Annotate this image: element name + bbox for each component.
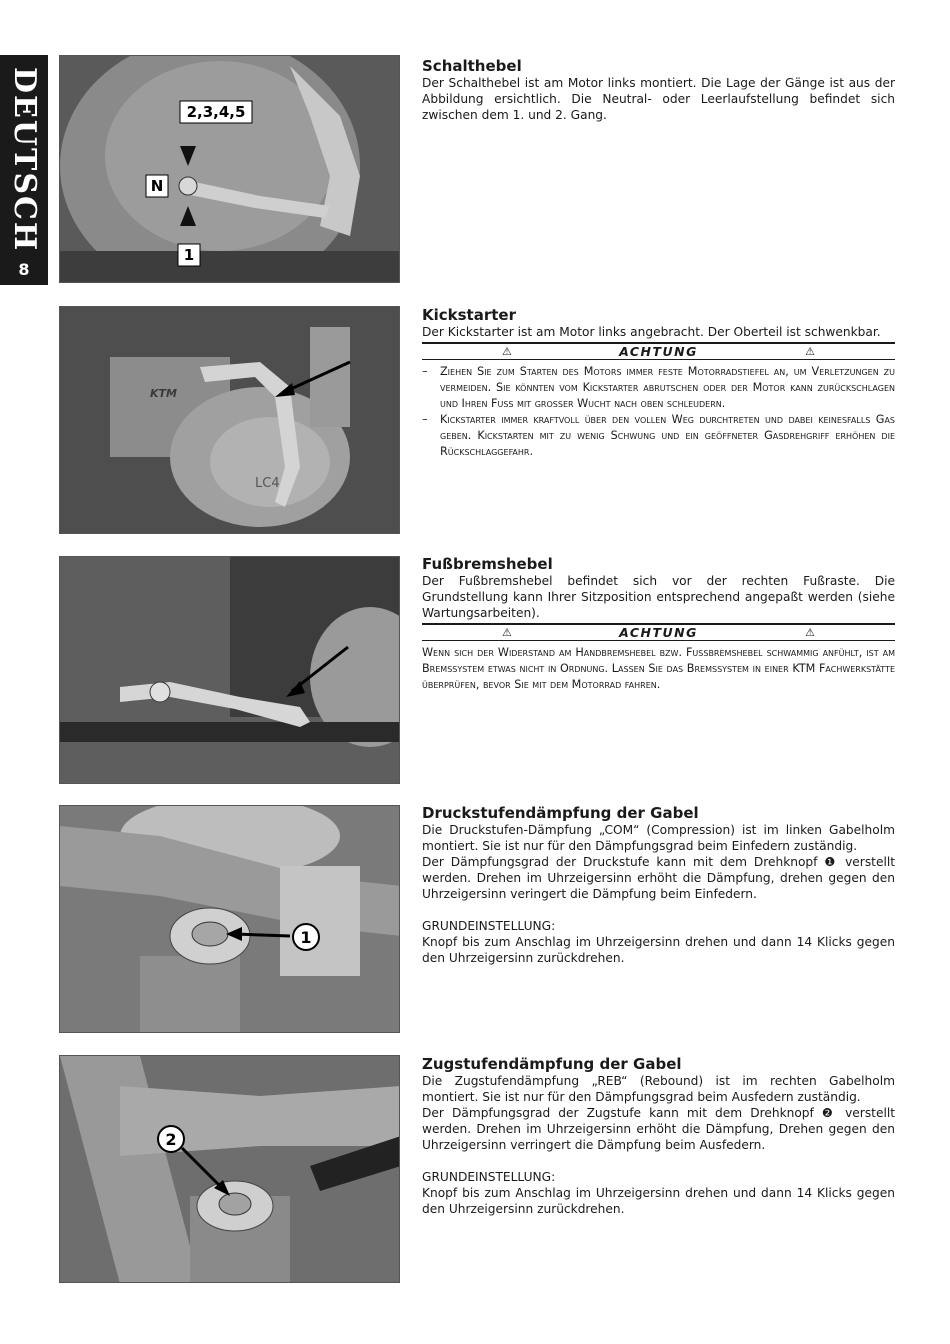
section-body: Der Schalthebel ist am Motor links montiert. Die Lage der Gänge ist aus der Abbildung ersichtlich. Die Neutral- oder Leerlaufstellung befindet sich zwischen dem 1. und 2. Gang.	[422, 76, 895, 122]
warning-item: – Kickstarter immer kraftvoll über den vollen Weg durchtreten und dabei keinesfalls Gas geben. Kickstarten mit zu wenig Schwung und ein geöffneter Gasdrehgriff erhöhen die Rückschlaggefahr.	[422, 413, 895, 458]
warning-item-text: Ziehen Sie zum Starten des Motors immer feste Motorradstiefel an, um Verletzungen zu vermeiden. Sie könnten vom Kickstarter abrutschen oder der Motor kann zurückschlagen und Ihren Fuss mit grosser Wucht nach oben schleudern.	[440, 365, 895, 410]
section-title: Druckstufendämpfung der Gabel	[422, 804, 699, 822]
section-body: Die Druckstufen-Dämpfung „COM“ (Compression) ist im linken Gabelholm montiert. Sie ist nur für den Dämpfungsgrad beim Einfedern zuständig.	[422, 823, 895, 853]
section-body: Der Fußbremshebel befindet sich vor der rechten Fußraste. Die Grundstellung kann Ihrer Sitzposition entsprechend angepaßt werden (siehe Wartungsarbeiten).	[422, 574, 895, 620]
section-body: Der Dämpfungsgrad der Zugstufe kann mit dem Drehknopf ❷ verstellt werden. Drehen im Uhrzeigersinn erhöht die Dämpfung, Drehen gegen den Uhrzeigersinn verringert die Dämpfung beim Ausfedern.	[422, 1106, 895, 1152]
sidebar-language: DEUTSCH	[7, 67, 42, 253]
section-rebound-damping	[422, 1055, 895, 1217]
setting-label: GRUNDEINSTELLUNG:	[422, 919, 556, 933]
setting-label: GRUNDEINSTELLUNG:	[422, 1170, 556, 1184]
language-sidebar	[0, 55, 48, 285]
gear-label-neutral: N	[150, 177, 164, 195]
section-body: Der Dämpfungsgrad der Druckstufe kann mit dem Drehknopf ❶ verstellt werden. Drehen im Uhrzeigersinn erhöht die Dämpfung, drehen gegen den Uhrzeigersinn veringert die Dämpfung beim Einfedern.	[422, 855, 895, 901]
warning-label: ACHTUNG	[619, 344, 698, 359]
warning-triangle-icon: ⚠	[805, 626, 815, 639]
setting-text: Knopf bis zum Anschlag im Uhrzeigersinn drehen und dann 14 Klicks gegen den Uhrzeigersinn zurückdrehen.	[422, 935, 895, 965]
section-kickstarter	[422, 306, 895, 460]
photo-brake-pedal	[59, 556, 400, 784]
callout-label: 1	[300, 928, 312, 947]
warning-item: – Ziehen Sie zum Starten des Motors immer feste Motorradstiefel an, um Verletzungen zu vermeiden. Sie könnten vom Kickstarter abrutschen oder der Motor kann zurückschlagen und Ihren Fuss mit grosser Wucht nach oben schleudern.	[422, 365, 895, 410]
section-title: Schalthebel	[422, 57, 522, 75]
photo-brand-text: KTM	[150, 387, 177, 400]
photo-gear-lever	[59, 55, 400, 283]
section-title: Fußbremshebel	[422, 555, 553, 573]
gear-label-upper: 2,3,4,5	[186, 103, 246, 121]
photo-compression-damping	[59, 805, 400, 1033]
gear-label-first: 1	[183, 246, 195, 264]
section-body: Der Kickstarter ist am Motor links angebracht. Der Oberteil ist schwenkbar.	[422, 325, 881, 339]
warning-triangle-icon: ⚠	[502, 345, 512, 358]
section-title: Zugstufendämpfung der Gabel	[422, 1055, 682, 1073]
photo-kickstarter	[59, 306, 400, 534]
section-brake-pedal	[422, 555, 895, 693]
warning-item-text: Kickstarter immer kraftvoll über den vollen Weg durchtreten und dabei keinesfalls Gas geben. Kickstarten mit zu wenig Schwung und ein geöffneter Gasdrehgriff erhöhen die Rückschlaggefahr.	[440, 413, 895, 458]
warning-triangle-icon: ⚠	[805, 345, 815, 358]
photo-model-text: LC4	[255, 476, 280, 491]
section-title: Kickstarter	[422, 306, 516, 324]
warning-header	[422, 342, 895, 360]
warning-header	[422, 623, 895, 641]
section-compression-damping	[422, 804, 895, 966]
warning-triangle-icon: ⚠	[502, 626, 512, 639]
warning-list	[422, 364, 895, 460]
callout-label: 2	[165, 1130, 177, 1149]
warning-label: ACHTUNG	[619, 625, 698, 640]
section-body: Die Zugstufendämpfung „REB“ (Rebound) ist im rechten Gabelholm montiert. Sie ist nur für den Dämpfungsgrad beim Ausfedern zuständig.	[422, 1074, 895, 1104]
section-gear-lever	[422, 57, 895, 123]
setting-text: Knopf bis zum Anschlag im Uhrzeigersinn drehen und dann 14 Klicks gegen den Uhrzeigersinn zurückdrehen.	[422, 1186, 895, 1216]
photo-rebound-damping	[59, 1055, 400, 1283]
page-number: 8	[18, 260, 30, 279]
warning-text: Wenn sich der Widerstand am Handbremshebel bzw. Fussbremshebel schwammig anfühlt, ist am Bremssystem etwas nicht in Ordnung. Lassen Sie das Bremssystem in einer KTM Fachwerkstätte überprüfen, bevor Sie mit dem Motorrad fahren.	[422, 646, 895, 691]
